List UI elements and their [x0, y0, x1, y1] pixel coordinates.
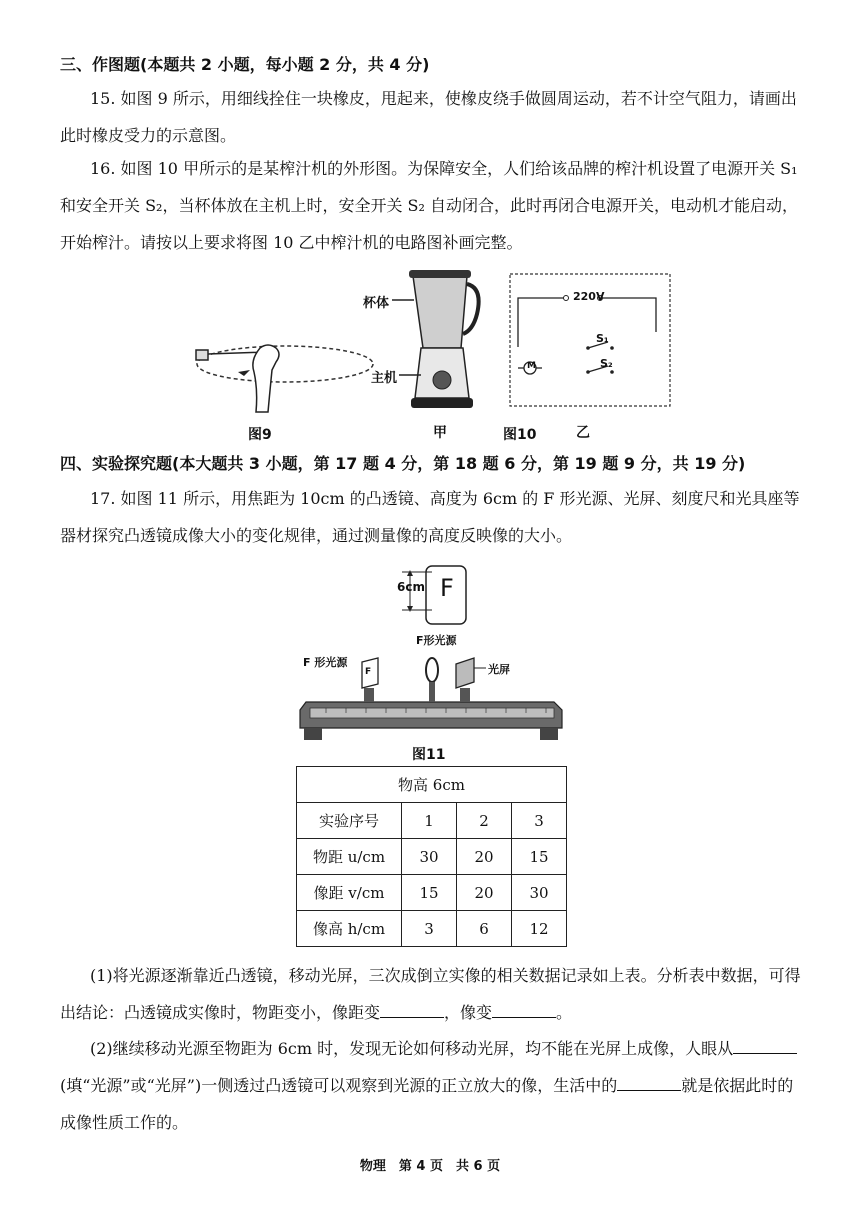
- cup-lid: [409, 270, 471, 278]
- lens-icon: [426, 658, 438, 682]
- hand-icon: [253, 345, 279, 412]
- fig10-caption: 图10: [503, 427, 537, 443]
- question-17: 17. 如图 11 所示，用焦距为 10cm 的凸透镜、高度为 6cm 的 F 形光源、光屏、刻度尺和光具座等器材探究凸透镜成像大小的变化规律，通过测量像的高度反映像的大小。: [60, 489, 800, 545]
- cell: 3: [402, 911, 457, 947]
- cup-label: 杯体: [363, 296, 390, 311]
- row-label: 实验序号: [297, 803, 402, 839]
- bench-source-label: F 形光源: [303, 656, 348, 669]
- q17-part1-text-a: (1)将光源逐渐靠近凸透镜，移动光屏，三次成倒立实像的相关数据记录如上表。分析表中数据，可得出结论：凸透镜成实像时，物距变小，像距变: [60, 966, 801, 1022]
- bench-foot-right: [540, 728, 558, 740]
- page-footer: 物理 第 4 页 共 6 页: [359, 1159, 501, 1174]
- question-15: 15. 如图 9 所示，用细线拴住一块橡皮，甩起来，使橡皮绕手做圆周运动，若不计空气阻力，请画出此时橡皮受力的示意图。: [60, 89, 797, 145]
- section3-title: 三、作图题(本题共 2 小题，每小题 2 分，共 4 分): [60, 55, 430, 74]
- fig9-caption: 图9: [248, 427, 272, 443]
- base-foot: [411, 398, 473, 408]
- question-16: 16. 如图 10 甲所示的是某榨汁机的外形图。为保障安全，人们给该品牌的榨汁机设置了电源开关 S₁ 和安全开关 S₂，当杯体放在主机上时，安全开关 S₂ 自动闭合，此时再闭合电源开关，电动机才能启动，开始榨汁。请按以上要求将图 10 乙中榨汁机的电路图补画完整。: [60, 159, 799, 252]
- screen-holder: [460, 688, 470, 702]
- section4-title: 四、实验探究题(本大题共 3 小题，第 17 题 4 分，第 18 题 6 分，第 19 题 9 分，共 19 分): [60, 454, 746, 473]
- answer-blank-2[interactable]: [492, 1003, 556, 1018]
- f-letter: F: [440, 574, 454, 602]
- eraser: [196, 350, 208, 360]
- voltage-label: 220V: [573, 290, 605, 303]
- data-table: [296, 766, 567, 947]
- cell: 1: [402, 803, 457, 839]
- lens-holder: [429, 682, 435, 702]
- fig11-caption: 图11: [412, 747, 446, 763]
- table-row: [297, 911, 567, 947]
- table-row: [297, 803, 567, 839]
- terminal-left: [564, 296, 569, 301]
- cell: 15: [402, 875, 457, 911]
- table-row: [297, 875, 567, 911]
- row-label: 像距 v/cm: [297, 875, 402, 911]
- switch2-label: S₂: [600, 357, 613, 370]
- cell: 12: [512, 911, 567, 947]
- bench-foot-left: [304, 728, 322, 740]
- cell: 30: [402, 839, 457, 875]
- knob-icon: [433, 371, 451, 389]
- answer-blank-4[interactable]: [617, 1076, 681, 1091]
- wire-right: [602, 298, 656, 332]
- q17-part1-text-b: ，像变: [444, 1003, 493, 1022]
- base-pointer: [399, 371, 421, 379]
- cell: 20: [457, 875, 512, 911]
- bench-f-letter: F: [365, 667, 372, 677]
- table-title: 物高 6cm: [297, 767, 567, 803]
- f-source-caption: F形光源: [416, 634, 457, 647]
- row-label: 物距 u/cm: [297, 839, 402, 875]
- cell: 15: [512, 839, 567, 875]
- cell: 6: [457, 911, 512, 947]
- q17-part1: [60, 957, 805, 1031]
- q17-part1-text-c: 。: [556, 1003, 573, 1022]
- arrow-icon: [238, 370, 250, 376]
- table-title-row: [297, 767, 567, 803]
- cell: 30: [512, 875, 567, 911]
- answer-blank-3[interactable]: [733, 1039, 797, 1054]
- q17-part2-text-c: 就是依据此时的成像性质工作的。: [60, 1076, 794, 1132]
- screen-on-bench: [456, 658, 474, 688]
- f-source-drawing: [396, 560, 476, 630]
- juicer-drawing: [405, 268, 485, 418]
- source-holder: [364, 688, 374, 702]
- cell: 20: [457, 839, 512, 875]
- cup-body: [413, 276, 467, 348]
- scale-ruler: [310, 708, 554, 718]
- row-label: 像高 h/cm: [297, 911, 402, 947]
- fig10-yi-label: 乙: [576, 425, 590, 441]
- cell: 2: [457, 803, 512, 839]
- motor-symbol: M: [527, 361, 536, 371]
- answer-blank-1[interactable]: [380, 1003, 444, 1018]
- fig10-jia-label: 甲: [433, 425, 447, 441]
- q17-part2-text-b: (填“光源”或“光屏”)一侧透过凸透镜可以观察到光源的正立放大的像，生活中的: [60, 1076, 618, 1095]
- bench-screen-label: 光屏: [488, 663, 510, 676]
- f-height-label: 6cm: [397, 580, 425, 594]
- cup-pointer: [392, 296, 414, 304]
- orbit-path: [197, 346, 373, 382]
- q17-part2-text-a: (2)继续移动光源至物距为 6cm 时，发现无论如何移动光屏，均不能在光屏上成像，人眼从: [90, 1039, 734, 1058]
- wire-left: [518, 298, 564, 347]
- table-row: [297, 839, 567, 875]
- figure-9-drawing: [190, 322, 380, 422]
- cell: 3: [512, 803, 567, 839]
- switch1-label: S₁: [596, 332, 609, 345]
- base-label: 主机: [371, 371, 398, 386]
- q17-part2: [60, 1030, 805, 1141]
